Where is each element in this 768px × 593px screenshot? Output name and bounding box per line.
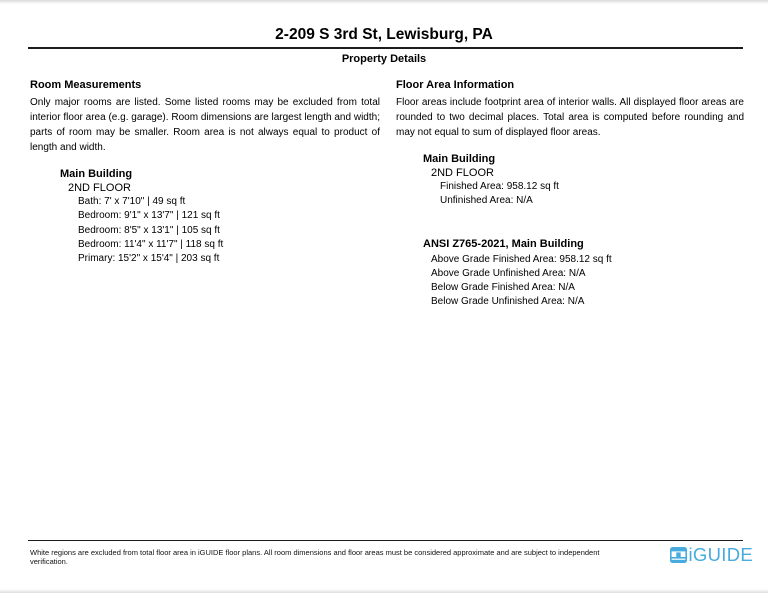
floor-name: 2ND FLOOR: [431, 167, 494, 179]
floor-area-information-section: [396, 79, 744, 310]
page-top-edge-shadow: [0, 0, 768, 4]
iguide-logo-text: iGUIDE: [688, 544, 753, 565]
page-title: 2-209 S 3rd St, Lewisburg, PA: [275, 26, 493, 43]
floor-area-building-block: [396, 152, 744, 209]
room-measurements-section: [30, 79, 380, 266]
room-measurement-item: Bedroom: 11'4" x 11'7" | 118 sq ft: [78, 238, 224, 250]
iguide-camera-icon: [670, 547, 687, 563]
ansi-area-item: Below Grade Finished Area: N/A: [431, 282, 575, 294]
room-measurement-item: Bedroom: 9'1" x 13'7" | 121 sq ft: [78, 210, 220, 222]
header-divider: [28, 47, 743, 49]
building-name: Main Building: [423, 153, 496, 165]
ansi-area-item: Above Grade Finished Area: 958.12 sq ft: [431, 253, 612, 265]
room-measurement-item: Bedroom: 8'5" x 13'1" | 105 sq ft: [78, 224, 220, 236]
page-bottom-edge-shadow: [0, 589, 768, 593]
ansi-area-block: [396, 237, 744, 310]
room-measurements-building-block: [30, 167, 380, 266]
room-measurements-heading: Room Measurements: [30, 79, 142, 91]
building-name: Main Building: [60, 168, 133, 180]
floor-area-heading: Floor Area Information: [396, 79, 515, 91]
room-measurement-item: Bath: 7' x 7'10" | 49 sq ft: [78, 196, 186, 207]
ansi-area-item: Below Grade Unfinished Area: N/A: [431, 296, 585, 308]
ansi-area-item: Above Grade Unfinished Area: N/A: [431, 267, 586, 279]
floor-name: 2ND FLOOR: [68, 182, 131, 194]
room-measurement-item: Primary: 15'2" x 15'4" | 203 sq ft: [78, 253, 220, 265]
floor-area-description: Floor areas include footprint area of interior walls. All displayed floor areas are rounded to two decimal places. Total area is computed before rounding and may not equal to sum of displayed floor areas.: [396, 97, 744, 138]
floor-area-item: Finished Area: 958.12 sq ft: [440, 181, 559, 192]
room-measurements-description: Only major rooms are listed. Some listed rooms may be excluded from total interior floor area (e.g. garage). Room dimensions are largest length and width; parts of room may be smaller. Room area is not always equal to product of length and width.: [30, 97, 380, 153]
page-subtitle: Property Details: [341, 53, 427, 65]
ansi-heading: ANSI Z765-2021, Main Building: [423, 237, 584, 250]
footer-disclaimer: White regions are excluded from total floor area in iGUIDE floor plans. All room dimensions and floor areas must be considered approximate and are subject to independent verification.: [30, 548, 600, 566]
floor-area-item: Unfinished Area: N/A: [440, 195, 533, 207]
iguide-logo: [670, 544, 754, 566]
footer-divider: [28, 540, 743, 541]
